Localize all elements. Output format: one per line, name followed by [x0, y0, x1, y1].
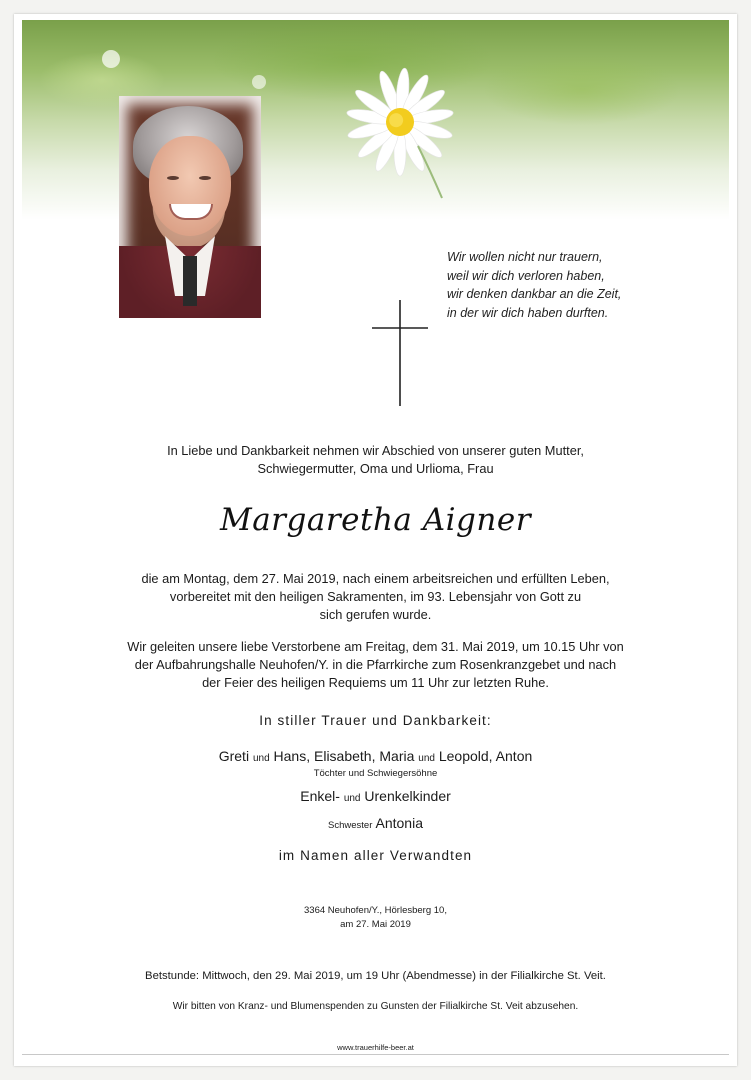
mourning-heading: In stiller Trauer und Dankbarkeit: [259, 713, 492, 728]
funeral-notice-line: der Feier des heiligen Requiems um 11 Uhr zur letzten Ruhe. [202, 675, 549, 690]
relation-label: Schwester [328, 820, 373, 831]
name-text: Greti [218, 748, 250, 764]
funeral-notice-line: Wir geleiten unsere liebe Verstorbene am Freitag, dem 31. Mai 2019, um 10.15 Uhr von [127, 639, 624, 654]
intro-line: Schwiegermutter, Oma und Urlioma, Frau [257, 461, 494, 476]
name-text: Urenkelkinder [364, 788, 451, 804]
death-notice-line: sich gerufen wurde. [319, 607, 432, 622]
relatives-line: im Namen aller Verwandten [278, 848, 473, 863]
conjunction-text: und [252, 753, 270, 764]
memorial-verse [447, 248, 687, 322]
children-caption: Töchter und Schwiegersöhne [313, 768, 438, 779]
conjunction-text: und [418, 753, 435, 764]
website-text: www.trauerhilfe-beer.at [337, 1043, 414, 1052]
name-text: Leopold, Anton [438, 748, 533, 764]
funeral-notice-line: der Aufbahrungshalle Neuhofen/Y. in die Pfarrkirche zum Rosenkranzgebet und nach [134, 657, 617, 672]
portrait-photo [119, 96, 261, 318]
name-text: Hans, Elisabeth, Maria [273, 748, 415, 764]
cross-icon [372, 300, 428, 406]
name-text: Antonia [375, 815, 423, 831]
verse-line: Wir wollen nicht nur trauern, [447, 250, 603, 264]
address-date: am 27. Mai 2019 [340, 919, 411, 930]
death-notice-line: die am Montag, dem 27. Mai 2019, nach einem arbeitsreichen und erfüllten Leben, [141, 571, 610, 586]
deceased-name: Margaretha Aigner [219, 502, 532, 538]
verse-line: weil wir dich verloren haben, [447, 268, 605, 283]
intro-line: In Liebe und Dankbarkeit nehmen wir Abschied von unserer guten Mutter, [167, 443, 584, 458]
daisy-flower-image [330, 60, 470, 200]
verse-line: in der wir dich haben durften. [447, 305, 609, 320]
address-line: 3364 Neuhofen/Y., Hörlesberg 10, [304, 905, 447, 916]
sister-line [0, 815, 751, 831]
grandchildren-names [0, 788, 751, 804]
donation-notice: Wir bitten von Kranz- und Blumenspenden zu Gunsten der Filialkirche St. Veit abzusehen. [172, 1001, 579, 1012]
prayer-notice: Betstunde: Mittwoch, den 29. Mai 2019, um 19 Uhr (Abendmesse) in der Filialkirche St. Veit. [145, 970, 606, 982]
name-text: Enkel- [300, 788, 340, 804]
death-notice-line: vorbereitet mit den heiligen Sakramenten, im 93. Lebensjahr von Gott zu [169, 589, 582, 604]
footer-divider [22, 1054, 729, 1055]
conjunction-text: und [343, 793, 361, 804]
children-names [0, 748, 751, 764]
verse-line: wir denken dankbar an die Zeit, [447, 287, 622, 301]
